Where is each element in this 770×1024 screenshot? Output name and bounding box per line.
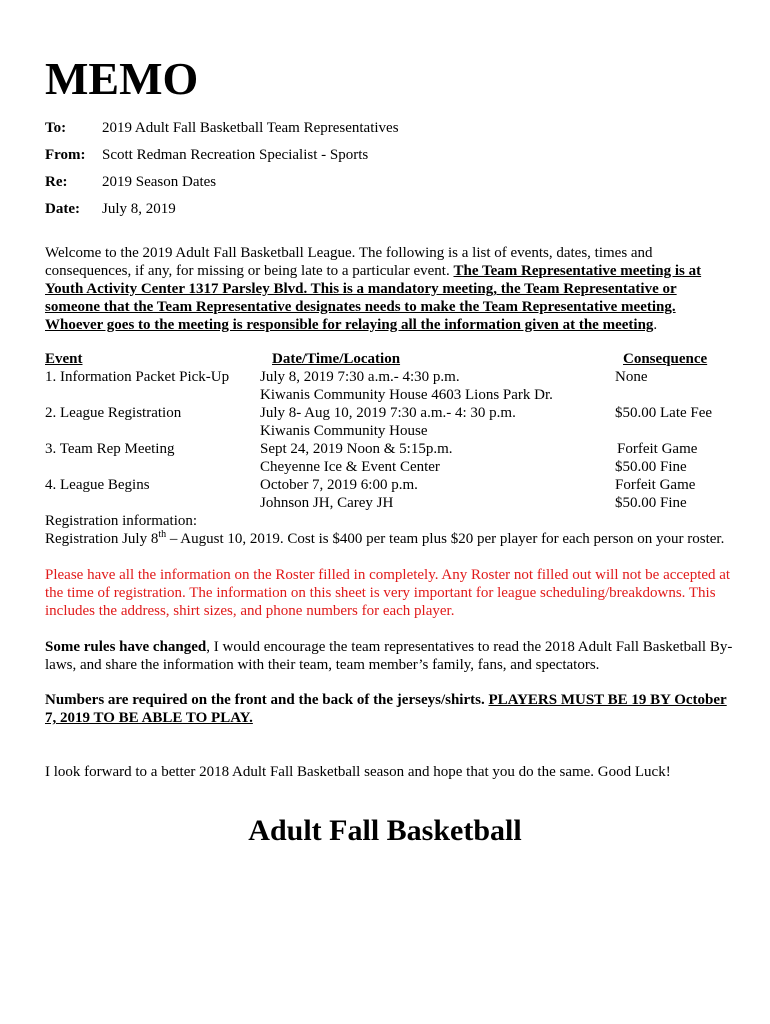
event-consequence: None: [615, 369, 648, 385]
event-consequence: Forfeit Game: [615, 477, 696, 493]
header-value: Scott Redman Recreation Specialist - Sports: [102, 147, 369, 163]
col-header-datetime: Date/Time/Location: [272, 351, 401, 367]
age-requirement: PLAYERS MUST BE 19 BY October 7, 2019 TO BE ABLE TO PLAY.: [45, 692, 727, 726]
event-consequence: $50.00 Late Fee: [615, 405, 713, 421]
rules-text: , I would encourage the team representatives to read the 2018 Adult Fall Basketball By-laws, and share the information with their team, team member’s family, fans, and spectators.: [45, 639, 733, 673]
event-name: 4. League Begins: [45, 477, 150, 493]
registration-line: [45, 530, 735, 548]
event-datetime: October 7, 2019 6:00 p.m.: [260, 477, 418, 493]
col-header-consequence: Consequence: [623, 351, 708, 367]
numbers-bold: Numbers are required on the front and the back of the jerseys/shirts.: [45, 692, 489, 708]
event-name: 3. Team Rep Meeting: [45, 441, 175, 457]
rules-bold: Some rules have changed: [45, 639, 207, 655]
header-value: July 8, 2019: [102, 201, 176, 217]
intro-text: Welcome to the 2019 Adult Fall Basketball League. The following is a list of events, dates, times and consequences, if any, for missing or being late to a particular event.: [45, 245, 653, 279]
event-consequence: $50.00 Fine: [615, 459, 687, 475]
event-location: Johnson JH, Carey JH: [260, 495, 394, 511]
event-name: 1. Information Packet Pick-Up: [45, 369, 230, 385]
header-label: From:: [45, 147, 86, 163]
event-consequence: Forfeit Game: [617, 441, 698, 457]
registration-heading: Registration information:: [45, 513, 198, 529]
header-label: Date:: [45, 201, 80, 217]
registration-text-b: – August 10, 2019. Cost is $400 per team plus $20 per player for each person on your roster.: [166, 531, 725, 547]
event-location: Kiwanis Community House: [260, 423, 428, 439]
intro-paragraph: [45, 244, 735, 334]
intro-end: .: [653, 317, 658, 333]
header-value: 2019 Adult Fall Basketball Team Representatives: [102, 120, 399, 136]
event-location: Cheyenne Ice & Event Center: [260, 459, 440, 475]
memo-title: MEMO: [45, 53, 199, 104]
registration-text-a: Registration July 8: [45, 531, 159, 547]
numbers-paragraph: [45, 691, 735, 727]
intro-emphasis: The Team Representative meeting is at Youth Activity Center 1317 Parsley Blvd. This is a mandatory meeting, the Team Representative or someone that the Team Representative designates needs to make the Team Representative meeting. Whoever goes to the meeting is responsible for relaying all the information given at the meeting: [45, 263, 702, 333]
event-consequence: $50.00 Fine: [615, 495, 687, 511]
col-header-event: Event: [45, 351, 83, 367]
event-datetime: July 8- Aug 10, 2019 7:30 a.m.- 4: 30 p.m.: [260, 405, 516, 421]
registration-superscript: th: [158, 529, 167, 540]
closing-line: I look forward to a better 2018 Adult Fall Basketball season and hope that you do the same. Good Luck!: [45, 764, 671, 780]
event-name: 2. League Registration: [45, 405, 182, 421]
event-datetime: July 8, 2019 7:30 a.m.- 4:30 p.m.: [260, 369, 460, 385]
rules-paragraph: [45, 638, 735, 674]
event-location: Kiwanis Community House 4603 Lions Park Dr.: [260, 387, 553, 403]
footer-title: Adult Fall Basketball: [248, 814, 522, 847]
header-label: To:: [45, 120, 67, 136]
roster-notice: Please have all the information on the Roster filled in completely. Any Roster not filled out will not be accepted at the time of registration. The information on this sheet is very important for league scheduling/breakdowns. This includes the address, shirt sizes, and phone numbers for each player.: [45, 567, 731, 619]
event-datetime: Sept 24, 2019 Noon & 5:15p.m.: [260, 441, 453, 457]
header-value: 2019 Season Dates: [102, 174, 217, 190]
header-label: Re:: [45, 174, 68, 190]
